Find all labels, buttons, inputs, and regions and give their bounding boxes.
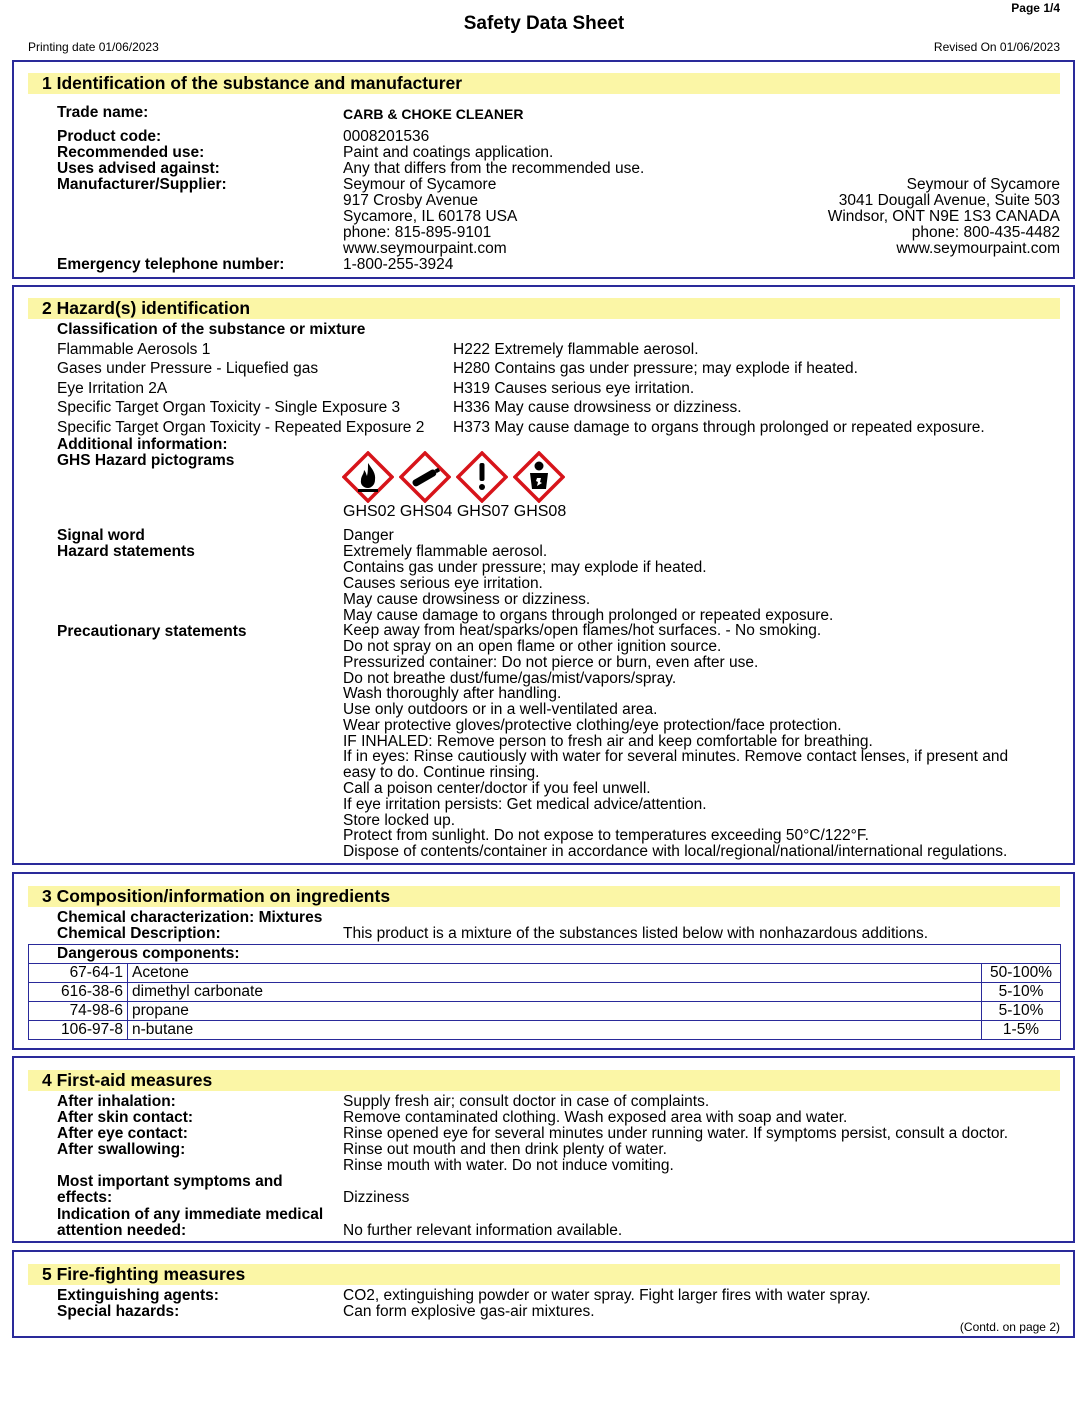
precautionary-statement: If in eyes: Rinse cautiously with water for several minutes. Remove contact lenses, if present and: [343, 748, 1009, 765]
hazard-code: H336 May cause drowsiness or dizziness.: [453, 399, 742, 416]
precautionary-statement: If eye irritation persists: Get medical advice/attention.: [343, 796, 707, 813]
trade-name-label: Trade name:: [57, 104, 149, 121]
manufacturer-us-website: www.seymourpaint.com: [343, 240, 507, 257]
manufacturer-label: Manufacturer/Supplier:: [57, 176, 227, 193]
class-name: Gases under Pressure - Liquefied gas: [57, 360, 319, 377]
extinguishing-agents-label: Extinguishing agents:: [57, 1287, 219, 1304]
recommended-use-label: Recommended use:: [57, 144, 205, 161]
pictograms-label: GHS Hazard pictograms: [57, 452, 235, 469]
special-hazards: Can form explosive gas-air mixtures.: [343, 1303, 595, 1320]
document-title: Safety Data Sheet: [463, 13, 625, 34]
precautionary-statement: IF INHALED: Remove person to fresh air and keep comfortable for breathing.: [343, 733, 873, 750]
cas-number: 67-64-1: [29, 964, 128, 983]
hazard-statement: Contains gas under pressure; may explode if heated.: [343, 559, 707, 576]
precautionary-statement: Dispose of contents/container in accordance with local/regional/national/international regulations.: [343, 843, 1008, 860]
component-percentage: 1-5%: [982, 1021, 1061, 1040]
printing-date: Printing date 01/06/2023: [28, 40, 159, 54]
health-hazard-icon: [513, 451, 565, 503]
table-row: [29, 983, 1061, 1002]
gas-cylinder-icon: [399, 451, 451, 503]
component-name: n-butane: [128, 1021, 982, 1040]
components-header-row: [29, 945, 1061, 964]
precautionary-statement: Protect from sunlight. Do not expose to temperatures exceeding 50°C/122°F.: [343, 827, 869, 844]
extinguishing-agents: CO2, extinguishing powder or water spray. Fight larger fires with water spray.: [343, 1287, 871, 1304]
hazard-statement: Extremely flammable aerosol.: [343, 543, 548, 560]
flame-icon: [342, 451, 394, 503]
inhalation-text: Supply fresh air; consult doctor in case of complaints.: [343, 1093, 710, 1110]
special-hazards-label: Special hazards:: [57, 1303, 180, 1320]
precautionary-statement: Store locked up.: [343, 812, 456, 829]
symptoms-label-2: effects:: [57, 1189, 113, 1206]
manufacturer-ca-street: 3041 Dougall Avenue, Suite 503: [838, 192, 1060, 209]
classification-label: Classification of the substance or mixture: [57, 321, 366, 338]
signal-word: Danger: [343, 527, 394, 544]
continued-note: (Contd. on page 2): [959, 1320, 1060, 1334]
precautionary-statement: Wear protective gloves/protective clothing/eye protection/face protection.: [343, 717, 842, 734]
section-1-header: 1 Identification of the substance and manufacturer: [28, 73, 1060, 94]
component-name: Acetone: [128, 964, 982, 983]
component-name: dimethyl carbonate: [128, 983, 982, 1002]
dangerous-components-label: Dangerous components:: [29, 945, 1061, 964]
additional-info-label: Additional information:: [57, 436, 228, 453]
component-percentage: 50-100%: [982, 964, 1061, 983]
section-2-header: 2 Hazard(s) identification: [28, 298, 1060, 319]
hazard-statement: May cause damage to organs through prolonged or repeated exposure.: [343, 607, 834, 624]
chemical-description: This product is a mixture of the substances listed below with nonhazardous additions.: [343, 925, 929, 942]
uses-advised-against: Any that differs from the recommended use.: [343, 160, 645, 177]
manufacturer-ca-phone: phone: 800-435-4482: [911, 224, 1060, 241]
cas-number: 616-38-6: [29, 983, 128, 1002]
hazard-code: H280 Contains gas under pressure; may explode if heated.: [453, 360, 858, 377]
precautionary-label: Precautionary statements: [57, 623, 247, 640]
swallowing-text-2: Rinse mouth with water. Do not induce vomiting.: [343, 1157, 674, 1174]
inhalation-label: After inhalation:: [57, 1093, 176, 1110]
precautionary-statement: Use only outdoors or in a well-ventilated area.: [343, 701, 658, 718]
eye-contact-text: Rinse opened eye for several minutes under running water. If symptoms persist, consult a doctor.: [343, 1125, 1009, 1142]
page-number: Page 1/4: [1011, 1, 1060, 15]
component-percentage: 5-10%: [982, 1002, 1061, 1021]
section-5-header: 5 Fire-fighting measures: [28, 1264, 1060, 1285]
class-name: Specific Target Organ Toxicity - Single Exposure 3: [57, 399, 401, 416]
components-table: [28, 944, 1061, 1040]
trade-name: CARB & CHOKE CLEANER: [343, 106, 524, 122]
eye-contact-label: After eye contact:: [57, 1125, 188, 1142]
precautionary-statement: Call a poison center/doctor if you feel unwell.: [343, 780, 651, 797]
chemical-description-label: Chemical Description:: [57, 925, 221, 942]
product-code: 0008201536: [343, 128, 430, 145]
manufacturer-ca-website: www.seymourpaint.com: [896, 240, 1060, 257]
table-row: [29, 1021, 1061, 1040]
manufacturer-us-name: Seymour of Sycamore: [343, 176, 497, 193]
precautionary-statement: Pressurized container: Do not pierce or burn, even after use.: [343, 654, 759, 671]
precautionary-statement: Do not spray on an open flame or other ignition source.: [343, 638, 722, 655]
hazard-statement: May cause drowsiness or dizziness.: [343, 591, 591, 608]
precautionary-statement: Do not breathe dust/fume/gas/mist/vapors/spray.: [343, 670, 677, 687]
indication-label-2: attention needed:: [57, 1222, 187, 1239]
table-row: [29, 1002, 1061, 1021]
class-name: Flammable Aerosols 1: [57, 341, 211, 358]
section-4-header: 4 First-aid measures: [28, 1070, 1060, 1091]
manufacturer-ca-name: Seymour of Sycamore: [906, 176, 1060, 193]
hazard-statement: Causes serious eye irritation.: [343, 575, 543, 592]
swallowing-text: Rinse out mouth and then drink plenty of water.: [343, 1141, 667, 1158]
exclamation-icon: [456, 451, 508, 503]
component-name: propane: [128, 1002, 982, 1021]
component-percentage: 5-10%: [982, 983, 1061, 1002]
symptoms-text: Dizziness: [343, 1189, 410, 1206]
section-3-header: 3 Composition/information on ingredients: [28, 886, 1060, 907]
pictogram-codes: GHS02 GHS04 GHS07 GHS08: [343, 503, 567, 520]
indication-label: Indication of any immediate medical: [57, 1206, 324, 1223]
precautionary-statement: easy to do. Continue rinsing.: [343, 764, 540, 781]
emergency-phone-label: Emergency telephone number:: [57, 256, 285, 273]
signal-word-label: Signal word: [57, 527, 145, 544]
product-code-label: Product code:: [57, 128, 162, 145]
cas-number: 74-98-6: [29, 1002, 128, 1021]
manufacturer-us-city: Sycamore, IL 60178 USA: [343, 208, 518, 225]
swallowing-label: After swallowing:: [57, 1141, 186, 1158]
cas-number: 106-97-8: [29, 1021, 128, 1040]
hazard-code: H373 May cause damage to organs through prolonged or repeated exposure.: [453, 419, 985, 436]
uses-advised-against-label: Uses advised against:: [57, 160, 220, 177]
recommended-use: Paint and coatings application.: [343, 144, 554, 161]
precautionary-statement: Keep away from heat/sparks/open flames/hot surfaces. - No smoking.: [343, 622, 822, 639]
revised-date: Revised On 01/06/2023: [933, 40, 1060, 54]
manufacturer-ca-city: Windsor, ONT N9E 1S3 CANADA: [827, 208, 1060, 225]
indication-text: No further relevant information available.: [343, 1222, 623, 1239]
precautionary-statement: Wash thoroughly after handling.: [343, 685, 562, 702]
skin-contact-text: Remove contaminated clothing. Wash exposed area with soap and water.: [343, 1109, 848, 1126]
hazard-code: H319 Causes serious eye irritation.: [453, 380, 695, 397]
manufacturer-us-phone: phone: 815-895-9101: [343, 224, 492, 241]
class-name: Eye Irritation 2A: [57, 380, 168, 397]
skin-contact-label: After skin contact:: [57, 1109, 194, 1126]
class-name: Specific Target Organ Toxicity - Repeated Exposure 2: [57, 419, 425, 436]
hazard-statements-label: Hazard statements: [57, 543, 195, 560]
table-row: [29, 964, 1061, 983]
chemical-characterization: Chemical characterization: Mixtures: [57, 909, 323, 926]
hazard-code: H222 Extremely flammable aerosol.: [453, 341, 699, 358]
symptoms-label: Most important symptoms and: [57, 1173, 283, 1190]
manufacturer-us-street: 917 Crosby Avenue: [343, 192, 479, 209]
emergency-phone: 1-800-255-3924: [343, 256, 454, 273]
